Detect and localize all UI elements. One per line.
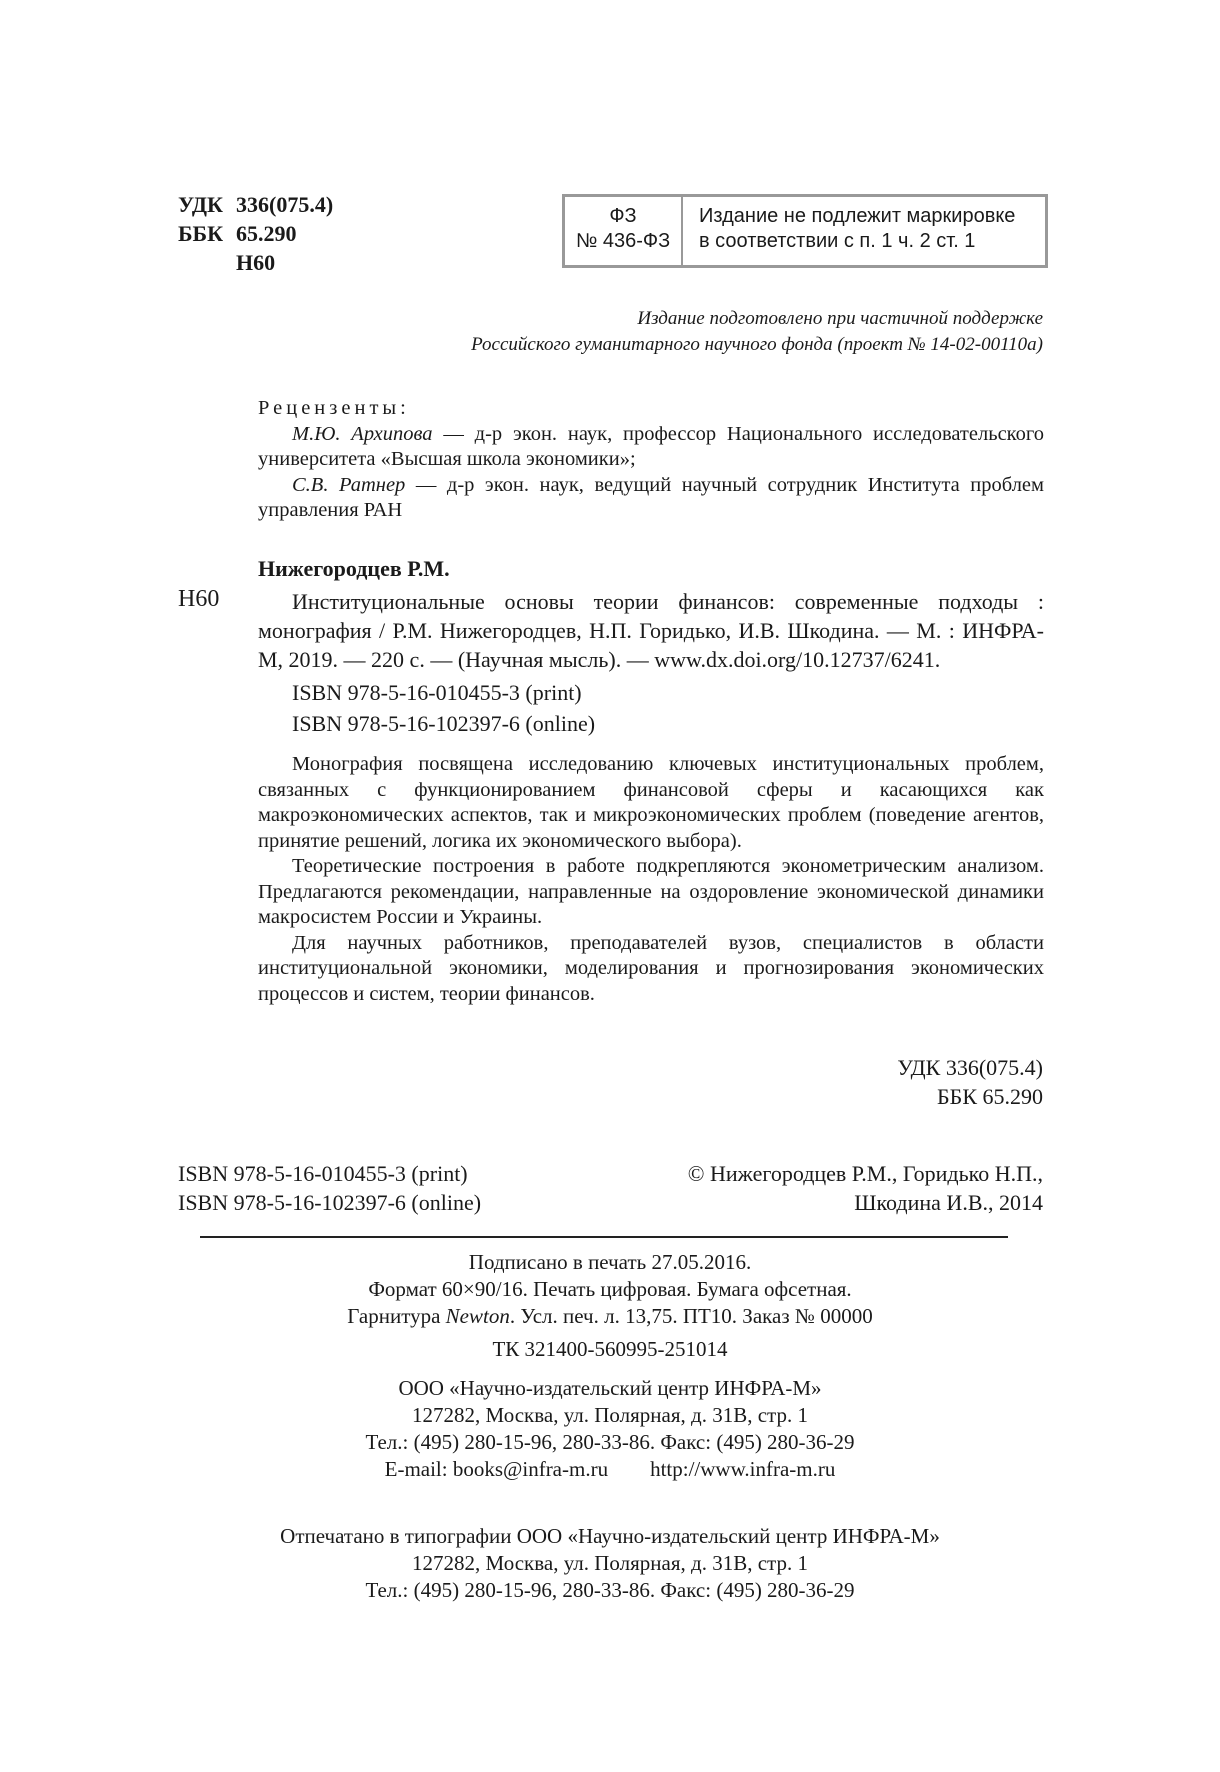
isbn-online-bottom: ISBN 978-5-16-102397-6 (online)	[178, 1190, 482, 1215]
isbn-print: ISBN 978-5-16-010455-3 (print)	[292, 680, 582, 705]
abstract-paragraph: Теоретические построения в работе подкрепляются эконометрическим анализом. Предлагаются рекомендации, направленные на оздоровление экономической динамики макросистем России и Украины.	[258, 855, 1044, 928]
copyright-line2: Шкодина И.В., 2014	[854, 1190, 1043, 1215]
fz-law-cell	[565, 197, 683, 265]
fz-law-line1: ФЗ	[609, 205, 637, 227]
publisher-email: E-mail: books@infra-m.ru	[384, 1457, 609, 1481]
imprint-block	[0, 1249, 1220, 1604]
printer-line: Отпечатано в типографии ООО «Научно-издательский центр ИНФРА-М»	[280, 1524, 940, 1548]
bbk-label: ББК	[178, 221, 224, 246]
abstract-paragraph: Монография посвящена исследованию ключевых институциональных проблем, связанных с функционированием финансовой сферы и касающихся как макроэкономических аспектов, так и микроэкономических проблем (поведение агентов, принятие решений, логика их экономического выбора).	[258, 753, 1044, 852]
abstract-paragraph: Для научных работников, преподавателей вузов, специалистов в области институциональной экономики, моделирования и прогнозирования экономических процессов и систем, теории финансов.	[258, 931, 1044, 1005]
isbn-online: ISBN 978-5-16-102397-6 (online)	[292, 711, 596, 736]
reviewer-item	[258, 473, 1044, 524]
author-mark: Н60	[236, 250, 276, 275]
isbn-print-bottom: ISBN 978-5-16-010455-3 (print)	[178, 1161, 468, 1186]
imprint-tk: ТК 321400-560995-251014	[492, 1337, 728, 1361]
reviewers-heading: Рецензенты:	[258, 397, 410, 419]
fz-text-cell	[683, 197, 1045, 265]
bbk-bottom: ББК 65.290	[937, 1084, 1043, 1109]
imprint-format: Формат 60×90/16. Печать цифровая. Бумага офсетная.	[368, 1277, 852, 1301]
imprint-typeface-line: Гарнитура Newton. Усл. печ. л. 13,75. ПТ10. Заказ № 00000	[347, 1304, 873, 1328]
publisher-website: http://www.infra-m.ru	[650, 1457, 836, 1481]
typeface-name: Newton	[445, 1304, 510, 1328]
publisher-phones: Тел.: (495) 280-15-96, 280-33-86. Факс: (495) 280-36-29	[365, 1430, 855, 1454]
bibliographic-description: Институциональные основы теории финансов: современные подходы : монография / Р.М. Нижегородцев, Н.П. Горидько, И.В. Шкодина. — М. : ИНФРА-М, 2019. — 220 с. — (Научная мысль). — www.dx.doi.org/10.12737/6241.	[258, 589, 1044, 672]
divider-rule	[200, 1236, 1008, 1238]
fz-marking-box	[562, 194, 1048, 268]
bbk-value: 65.290	[236, 221, 297, 246]
reviewer-desc: — д-р экон. наук, ведущий научный сотрудник Института проблем управления РАН	[258, 473, 1044, 521]
support-note-line1: Издание подготовлено при частичной поддержке	[637, 308, 1043, 329]
copyright-block	[688, 1159, 1043, 1217]
bibliographic-record	[258, 587, 1044, 1007]
copyright-line1: © Нижегородцев Р.М., Горидько Н.П.,	[687, 1161, 1043, 1186]
reviewer-name: М.Ю. Архипова	[292, 422, 433, 445]
printer-address: 127282, Москва, ул. Полярная, д. 31В, стр. 1	[412, 1551, 808, 1575]
fz-text-line2: в соответствии с п. 1 ч. 2 ст. 1	[699, 230, 976, 252]
publisher-contacts	[0, 1456, 1220, 1483]
fz-text-line1: Издание не подлежит маркировке	[699, 205, 1016, 227]
author-mark-margin: Н60	[178, 586, 220, 612]
udk-bottom: УДК 336(075.4)	[897, 1055, 1043, 1080]
isbn-block-bottom	[178, 1159, 481, 1217]
printer-phones: Тел.: (495) 280-15-96, 280-33-86. Факс: (495) 280-36-29	[365, 1578, 855, 1602]
reviewer-item	[258, 422, 1044, 473]
udk-label: УДК	[178, 192, 224, 217]
support-note-line2: Российского гуманитарного научного фонда (проект № 14-02-00110а)	[471, 334, 1043, 355]
reviewers-section	[258, 396, 1044, 524]
imprint-signed: Подписано в печать 27.05.2016.	[468, 1250, 752, 1274]
publisher-name: ООО «Научно-издательский центр ИНФРА-М»	[398, 1376, 822, 1400]
udk-bbk-bottom	[897, 1053, 1043, 1111]
reviewer-name: С.В. Ратнер	[292, 473, 406, 496]
publisher-address: 127282, Москва, ул. Полярная, д. 31В, стр. 1	[412, 1403, 808, 1427]
abstract	[258, 752, 1044, 1007]
udk-value: 336(075.4)	[236, 192, 334, 217]
classification-block	[178, 190, 333, 277]
author-heading: Нижегородцев Р.М.	[258, 556, 450, 581]
fz-law-line2: № 436-ФЗ	[575, 230, 671, 252]
support-note	[471, 306, 1043, 358]
reviewer-desc: — д-р экон. наук, профессор Национального исследовательского университета «Высшая школа экономики»;	[258, 422, 1044, 470]
